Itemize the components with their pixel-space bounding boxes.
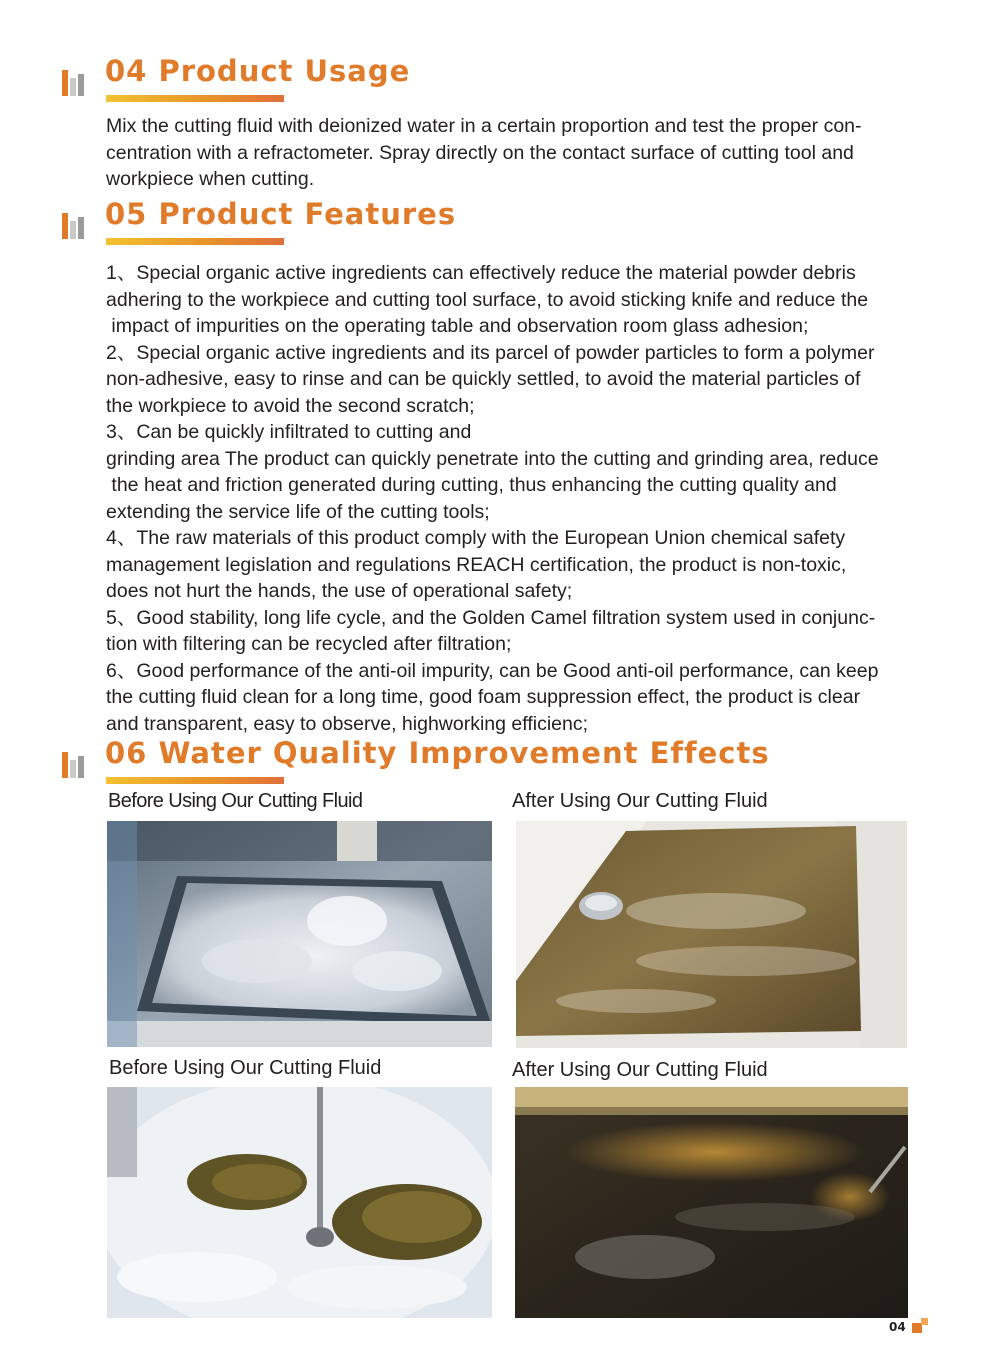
photo-after-clear-tank [516, 821, 907, 1048]
feature-line: 1、Special organic active ingredients can effectively reduce the material powder debris [106, 262, 856, 284]
usage-line: Mix the cutting fluid with deionized water in a certain proportion and test the proper con- [106, 115, 862, 137]
section-title-water: 06 Water Quality Improvement Effects [105, 736, 770, 770]
photo-before-foam-tank [107, 821, 492, 1047]
feature-line: the heat and friction generated during cutting, thus enhancing the cutting quality and [106, 474, 837, 496]
bar-chart-icon [60, 70, 92, 96]
section-header-usage [60, 54, 940, 104]
page-marker-icon [912, 1318, 930, 1334]
feature-line: the workpiece to avoid the second scratch; [106, 394, 475, 417]
bar-chart-icon [60, 213, 92, 239]
feature-line: 6、Good performance of the anti-oil impurity, can be Good anti-oil performance, can keep [106, 659, 879, 682]
photo-before-foam-oil [107, 1087, 492, 1318]
usage-line: centration with a refractometer. Spray directly on the contact surface of cutting tool and [106, 141, 854, 164]
feature-line: extending the service life of the cutting tools; [106, 500, 490, 523]
feature-line: impact of impurities on the operating table and observation room glass adhesion; [106, 315, 809, 337]
usage-text [106, 113, 946, 193]
features-text [106, 260, 946, 737]
feature-line: tion with filtering can be recycled after filtration; [106, 633, 512, 655]
title-underline [106, 95, 284, 102]
feature-line: non-adhesive, easy to rinse and can be quickly settled, to avoid the material particles of [106, 368, 861, 390]
feature-line: does not hurt the hands, the use of operational safety; [106, 580, 573, 602]
section-header-water [60, 736, 940, 786]
bar-chart-icon [60, 752, 92, 778]
feature-line: 4、The raw materials of this product comply with the European Union chemical safety [106, 527, 846, 549]
feature-line: and transparent, easy to observe, highworking efficienc; [106, 712, 589, 735]
title-underline [106, 777, 284, 784]
caption-before-2: Before Using Our Cutting Fluid [109, 1057, 382, 1079]
photo-after-dark-water [515, 1087, 908, 1318]
feature-line: the cutting fluid clean for a long time, good foam suppression effect, the product is clear [106, 686, 861, 708]
section-title-usage: 04 Product Usage [105, 54, 411, 88]
feature-line: 3、Can be quickly infiltrated to cutting and [106, 421, 472, 443]
caption-after-1: After Using Our Cutting Fluid [512, 790, 768, 812]
feature-line: adhering to the workpiece and cutting tool surface, to avoid sticking knife and reduce the [106, 288, 869, 311]
section-title-features: 05 Product Features [105, 197, 457, 231]
title-underline [106, 238, 284, 245]
section-header-features [60, 197, 940, 247]
feature-line: grinding area The product can quickly penetrate into the cutting and grinding area, reduce [106, 447, 879, 470]
feature-line: management legislation and regulations REACH certification, the product is non-toxic, [106, 553, 847, 576]
caption-after-2: After Using Our Cutting Fluid [512, 1059, 768, 1081]
caption-before-1: Before Using Our Cutting Fluid [108, 790, 363, 812]
feature-line: 5、Good stability, long life cycle, and the Golden Camel filtration system used in conjunc- [106, 606, 876, 629]
page-number: 04 [889, 1320, 906, 1334]
feature-line: 2、Special organic active ingredients and its parcel of powder particles to form a polymer [106, 341, 875, 364]
usage-line: workpiece when cutting. [106, 168, 315, 190]
